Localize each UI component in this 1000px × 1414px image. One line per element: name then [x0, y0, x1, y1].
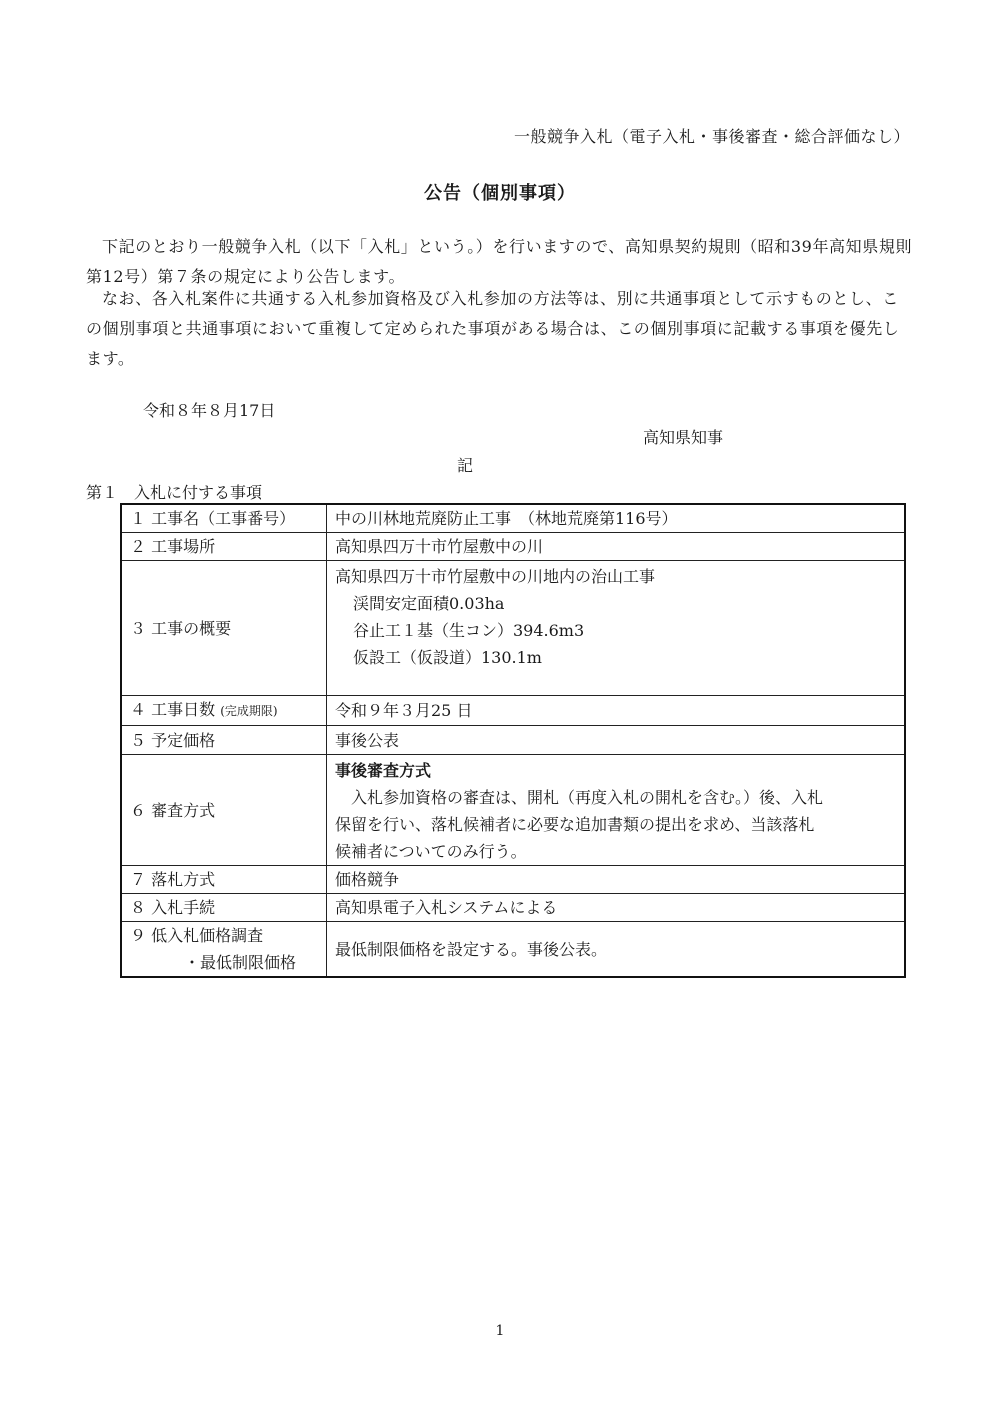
- table-row: [121, 533, 905, 561]
- table-row: [121, 561, 905, 696]
- page-number: 1: [495, 1323, 505, 1339]
- overview-line: 渓間安定面積0.03ha: [353, 594, 505, 613]
- table-row: [121, 755, 905, 866]
- row-value: 事後公表: [327, 726, 906, 755]
- row-label: １ 工事名（工事番号）: [121, 504, 327, 533]
- row-value: 中の川林地荒廃防止工事 （林地荒廃第116号）: [327, 504, 906, 533]
- row-label-main: ４ 工事日数: [130, 700, 216, 719]
- page-title: 公告（個別事項）: [424, 183, 576, 204]
- table-row: [121, 696, 905, 726]
- overview-line: 谷止工１基（生コン）394.6m3: [353, 621, 585, 640]
- table-row: [121, 922, 905, 978]
- notice-date: 令和８年８月17日: [143, 401, 276, 420]
- review-line: 保留を行い、落札候補者に必要な追加書類の提出を求め、当該落札: [335, 815, 815, 834]
- row-value: 高知県電子入札システムによる: [327, 894, 906, 922]
- row-value: [327, 561, 906, 696]
- section-title: 第１ 入札に付する事項: [86, 483, 263, 502]
- row-label-line: ・最低制限価格: [184, 953, 297, 972]
- review-heading: 事後審査方式: [335, 761, 432, 780]
- row-label: ２ 工事場所: [121, 533, 327, 561]
- row-label: ８ 入札手続: [121, 894, 327, 922]
- overview-line: 高知県四万十市竹屋敷中の川地内の治山工事: [335, 567, 656, 586]
- table-row: [121, 726, 905, 755]
- intro-paragraph: 下記のとおり一般競争入札（以下「入札」という。）を行いますので、高知県契約規則（昭和39年高知県規則第12号）第７条の規定により公告します。: [86, 237, 913, 286]
- row-value: 令和９年３月25 日: [327, 696, 906, 726]
- overview-line: 仮設工（仮設道）130.1m: [353, 648, 542, 667]
- ki-mark: 記: [457, 456, 474, 475]
- row-label: [121, 696, 327, 726]
- signer: 高知県知事: [643, 428, 724, 447]
- row-label-line: ９ 低入札価格調査: [130, 926, 264, 945]
- row-value: 高知県四万十市竹屋敷中の川: [327, 533, 906, 561]
- review-line: 候補者についてのみ行う。: [335, 842, 527, 861]
- table-row: [121, 504, 905, 533]
- note-paragraph: なお、各入札案件に共通する入札参加資格及び入札参加の方法等は、別に共通事項として示すものとし、この個別事項と共通事項において重複して定められた事項がある場合は、この個別事項に記載する事項を優先します。: [86, 289, 900, 368]
- row-label: ７ 落札方式: [121, 866, 327, 894]
- row-value: [327, 755, 906, 866]
- row-label: ６ 審査方式: [121, 755, 327, 866]
- row-value: 価格競争: [327, 866, 906, 894]
- row-label: ５ 予定価格: [121, 726, 327, 755]
- row-value: 最低制限価格を設定する。事後公表。: [327, 922, 906, 978]
- table-row: [121, 894, 905, 922]
- table-row: [121, 866, 905, 894]
- bid-type-label: 一般競争入札（電子入札・事後審査・総合評価なし）: [513, 127, 910, 146]
- bid-items-table: [120, 503, 906, 978]
- row-label: ３ 工事の概要: [121, 561, 327, 696]
- row-label: [121, 922, 327, 978]
- review-line: 入札参加資格の審査は、開札（再度入札の開札を含む。）後、入札: [351, 788, 824, 807]
- row-label-note: (完成期限): [220, 704, 278, 718]
